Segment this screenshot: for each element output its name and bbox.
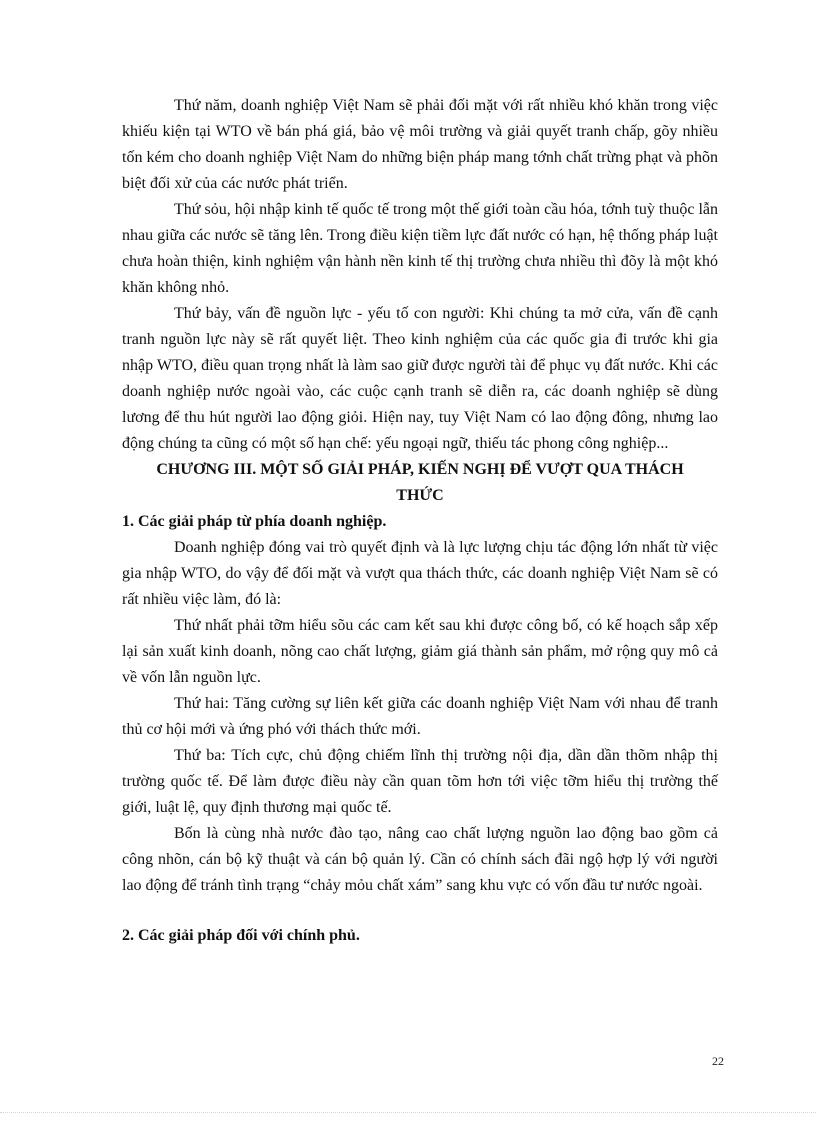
- paragraph-doanh-nghiep: Doanh nghiệp đóng vai trò quyết định và là lực lượng chịu tác động lớn nhất từ việc gia nhập WTO, do vậy để đối mặt và vượt qua thách thức, các doanh nghiệp Việt Nam sẽ có rất nhiều việc làm, đó là:: [122, 539, 718, 608]
- paragraph-thu-nam: Thứ năm, doanh nghiệp Việt Nam sẽ phải đối mặt với rất nhiều khó khăn trong việc khiếu kiện tại WTO về bán phá giá, bảo vệ môi trường và giải quyết tranh chấp, gõy nhiều tốn kém cho doanh nghiệp Việt Nam do những biện pháp mang tớnh chất trừng phạt và phõn biệt đối xử của các nước phát triển.: [122, 97, 718, 192]
- page-bottom-divider: [0, 1112, 816, 1113]
- section-gap: [122, 899, 718, 923]
- paragraph-bon: Bốn là cùng nhà nước đào tạo, nâng cao chất lượng nguồn lao động bao gồm cả công nhõn, cán bộ kỹ thuật và cán bộ quản lý. Cần có chính sách đãi ngộ hợp lý với người lao động để tránh tình trạng “chảy mỏu chất xám” sang khu vực có vốn đầu tư nước ngoài.: [122, 825, 718, 894]
- paragraph-thu-nhat: Thứ nhất phải tỡm hiểu sõu các cam kết sau khi được công bố, có kế hoạch sắp xếp lại sản xuất kinh doanh, nõng cao chất lượng, giảm giá thành sản phẩm, mở rộng quy mô cả về vốn lẫn nguồn lực.: [122, 617, 718, 686]
- paragraph-thu-bay: Thứ bảy, vấn đề nguồn lực - yếu tố con người: Khi chúng ta mở cửa, vấn đề cạnh tranh nguồn lực này sẽ rất quyết liệt. Theo kinh nghiệm của các quốc gia đi trước khi gia nhập WTO, điều quan trọng nhất là làm sao giữ được người tài để phục vụ đất nước. Khi các doanh nghiệp nước ngoài vào, các cuộc cạnh tranh sẽ diễn ra, các doanh nghiệp sẽ dùng lương để thu hút người lao động giỏi. Hiện nay, tuy Việt Nam có lao động đông, nhưng lao động chúng ta cũng có một số hạn chế: yếu ngoại ngữ, thiếu tác phong công nghiệp...: [122, 305, 718, 452]
- paragraph-thu-sau: Thứ sỏu, hội nhập kinh tế quốc tế trong một thế giới toàn cầu hóa, tớnh tuỳ thuộc lẫn nhau giữa các nước sẽ tăng lên. Trong điều kiện tiềm lực đất nước có hạn, hệ thống pháp luật chưa hoàn thiện, kinh nghiệm vận hành nền kinh tế thị trường chưa nhiều thì đõy là một khó khăn không nhỏ.: [122, 201, 718, 296]
- chapter-title: CHƯƠNG III. MỘT SỐ GIẢI PHÁP, KIẾN NGHỊ ĐỂ VƯỢT QUA THÁCH THỨC: [156, 461, 684, 504]
- document-page: [122, 93, 718, 949]
- page-number: 22: [712, 1054, 724, 1068]
- paragraph-thu-hai: Thứ hai: Tăng cường sự liên kết giữa các doanh nghiệp Việt Nam với nhau để tranh thủ cơ hội mới và ứng phó với thách thức mới.: [122, 695, 718, 738]
- paragraph-thu-ba: Thứ ba: Tích cực, chủ động chiếm lĩnh thị trường nội địa, dần dần thõm nhập thị trường quốc tế. Để làm được điều này cần quan tõm hơn tới việc tỡm hiểu thị trường thế giới, luật lệ, quy định thương mại quốc tế.: [122, 747, 718, 816]
- section-1-title: 1. Các giải pháp từ phía doanh nghiệp.: [122, 513, 387, 530]
- section-2-title: 2. Các giải pháp đối với chính phủ.: [122, 927, 360, 944]
